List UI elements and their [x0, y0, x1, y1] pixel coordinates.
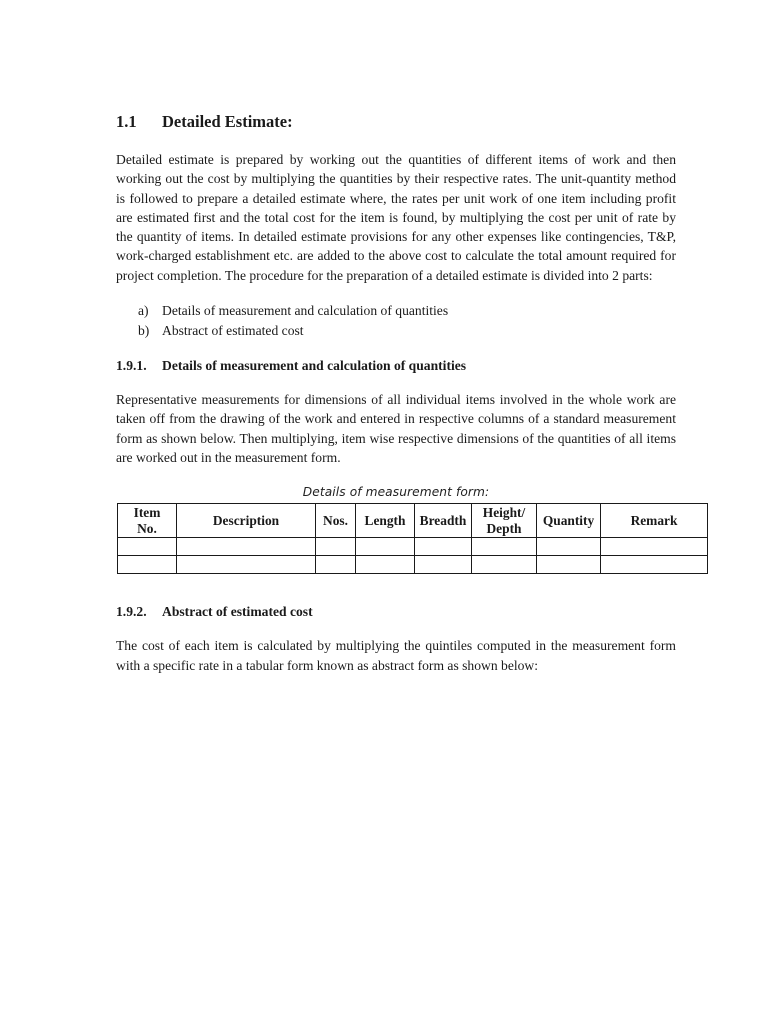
table-cell	[537, 556, 601, 574]
column-header-item-no	[118, 504, 177, 538]
section-title: Detailed Estimate:	[162, 112, 293, 131]
list-item-text: Details of measurement and calculation of quantities	[162, 303, 449, 319]
section-heading	[116, 110, 676, 134]
table-cell	[601, 556, 708, 574]
table-cell	[316, 538, 356, 556]
table-cell	[415, 538, 472, 556]
subsection-number: 1.9.2.	[116, 604, 147, 620]
header-line: No.	[137, 520, 157, 536]
section-number: 1.1	[116, 112, 137, 131]
header-line: Height/	[482, 504, 526, 520]
table-row	[118, 538, 708, 556]
column-header-description: Description	[177, 504, 316, 538]
subsection-heading-abstract	[116, 602, 676, 622]
table-cell	[118, 538, 177, 556]
header-line: Item	[133, 504, 161, 520]
table-row	[118, 556, 708, 574]
document-page	[116, 110, 676, 675]
subsection-title: Details of measurement and calculation of quantities	[162, 358, 467, 374]
subsection-number: 1.9.1.	[116, 358, 147, 374]
table-cell	[356, 556, 415, 574]
subsection-title: Abstract of estimated cost	[162, 604, 313, 620]
table-cell	[472, 556, 537, 574]
column-header-length: Length	[356, 504, 415, 538]
table-cell	[356, 538, 415, 556]
abstract-paragraph: The cost of each item is calculated by multiplying the quintiles computed in the measurement form with a specific rate in a tabular form known as abstract form as shown below:	[116, 638, 676, 673]
table-cell	[118, 556, 177, 574]
column-header-quantity: Quantity	[537, 504, 601, 538]
column-header-nos: Nos.	[316, 504, 356, 538]
parts-list	[116, 301, 676, 340]
list-item	[116, 321, 676, 341]
table-cell	[601, 538, 708, 556]
column-header-remark: Remark	[601, 504, 708, 538]
measurement-form-table	[117, 503, 708, 574]
table-cell	[537, 538, 601, 556]
intro-paragraph: Detailed estimate is prepared by working out the quantities of different items of work and then working out the cost by multiplying the quantities by their respective rates. The unit-quantity method is followed to prepare a detailed estimate where, the rates per unit work of one item including profit are estimated first and the total cost for the item is found, by multiplying the cost per unit of rate by the quantity of items. In detailed estimate provisions for any other expenses like contingencies, T&P, work-charged establishment etc. are added to the above cost to calculate the total amount required for project completion. The procedure for the preparation of a detailed estimate is divided into 2 parts:	[116, 152, 676, 283]
table-cell	[177, 538, 316, 556]
list-marker: a)	[138, 303, 149, 319]
list-item-text: Abstract of estimated cost	[162, 322, 304, 338]
table-caption: Details of measurement form:	[302, 485, 490, 500]
subsection-heading-measurement	[116, 356, 676, 376]
table-cell	[472, 538, 537, 556]
table-cell	[415, 556, 472, 574]
column-header-height-depth	[472, 504, 537, 538]
measurement-paragraph: Representative measurements for dimensions of all individual items involved in the whole work are taken off from the drawing of the work and entered in respective columns of a standard measurement form as shown below. Then multiplying, item wise respective dimensions of the quantities of all items are worked out in the measurement form.	[116, 392, 676, 465]
list-item	[116, 301, 676, 321]
list-marker: b)	[138, 322, 150, 338]
table-header-row	[118, 504, 708, 538]
header-line: Depth	[486, 520, 522, 536]
column-header-breadth: Breadth	[415, 504, 472, 538]
table-cell	[177, 556, 316, 574]
table-cell	[316, 556, 356, 574]
